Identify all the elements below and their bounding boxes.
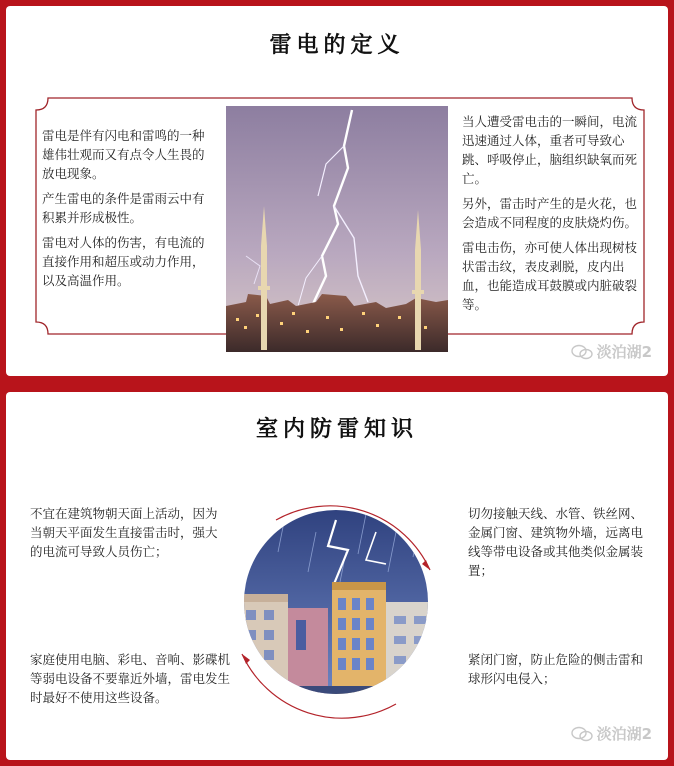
- tip-top-left: 不宜在建筑物朝天面上活动，因为当朝天平面发生直接雷击时，强大的电流可导致人员伤亡；: [30, 506, 218, 559]
- tip-bottom-left: 家庭使用电脑、彩电、音响、影碟机等弱电设备不要靠近外墙，雷电发生时最好不使用这些设备。: [30, 652, 231, 705]
- tip-bottom-right: 紧闭门窗，防止危险的侧击雷和球形闪电侵入；: [468, 652, 644, 686]
- definition-paragraph: 雷电击伤，亦可使人体出现树枝状雷击纹，表皮剥脱，皮内出血，也能造成耳鼓膜或内脏破裂等。: [462, 240, 638, 312]
- lightning-photo: [226, 106, 448, 352]
- watermark-text: 淡泊湖2: [596, 343, 652, 361]
- wechat-icon: [571, 344, 593, 360]
- definition-paragraph: 雷电对人体的伤害，有电流的直接作用和超压或动力作用，以及高温作用。: [42, 235, 205, 288]
- definition-card: [6, 6, 668, 376]
- definition-paragraph: 雷电是伴有闪电和雷鸣的一种雄伟壮观而又有点令人生畏的放电现象。: [42, 128, 205, 181]
- watermark: [571, 723, 652, 744]
- definition-paragraph: 当人遭受雷电击的一瞬间，电流迅速通过人体，重者可导致心跳、呼吸停止，脑组织缺氧而死亡。: [462, 114, 638, 186]
- storm-city-illustration: [236, 502, 436, 702]
- definition-right-column: [462, 112, 640, 320]
- definition-left-column: [42, 126, 212, 296]
- wechat-icon: [571, 726, 593, 742]
- indoor-protection-title: 室内防雷知识: [255, 416, 418, 442]
- watermark: [571, 341, 652, 362]
- watermark-text: 淡泊湖2: [596, 725, 652, 743]
- indoor-protection-card: [6, 392, 668, 760]
- definition-paragraph: 产生雷电的条件是雷雨云中有积累并形成极性。: [42, 191, 205, 225]
- definition-title: 雷电的定义: [269, 32, 405, 58]
- tip-top-right: 切勿接触天线、水管、铁丝网、金属门窗、建筑物外墙，远离电线等带电设备或其他类似金属装置；: [468, 506, 644, 578]
- definition-paragraph: 另外，雷击时产生的是火花，也会造成不同程度的皮肤烧灼伤。: [462, 196, 638, 230]
